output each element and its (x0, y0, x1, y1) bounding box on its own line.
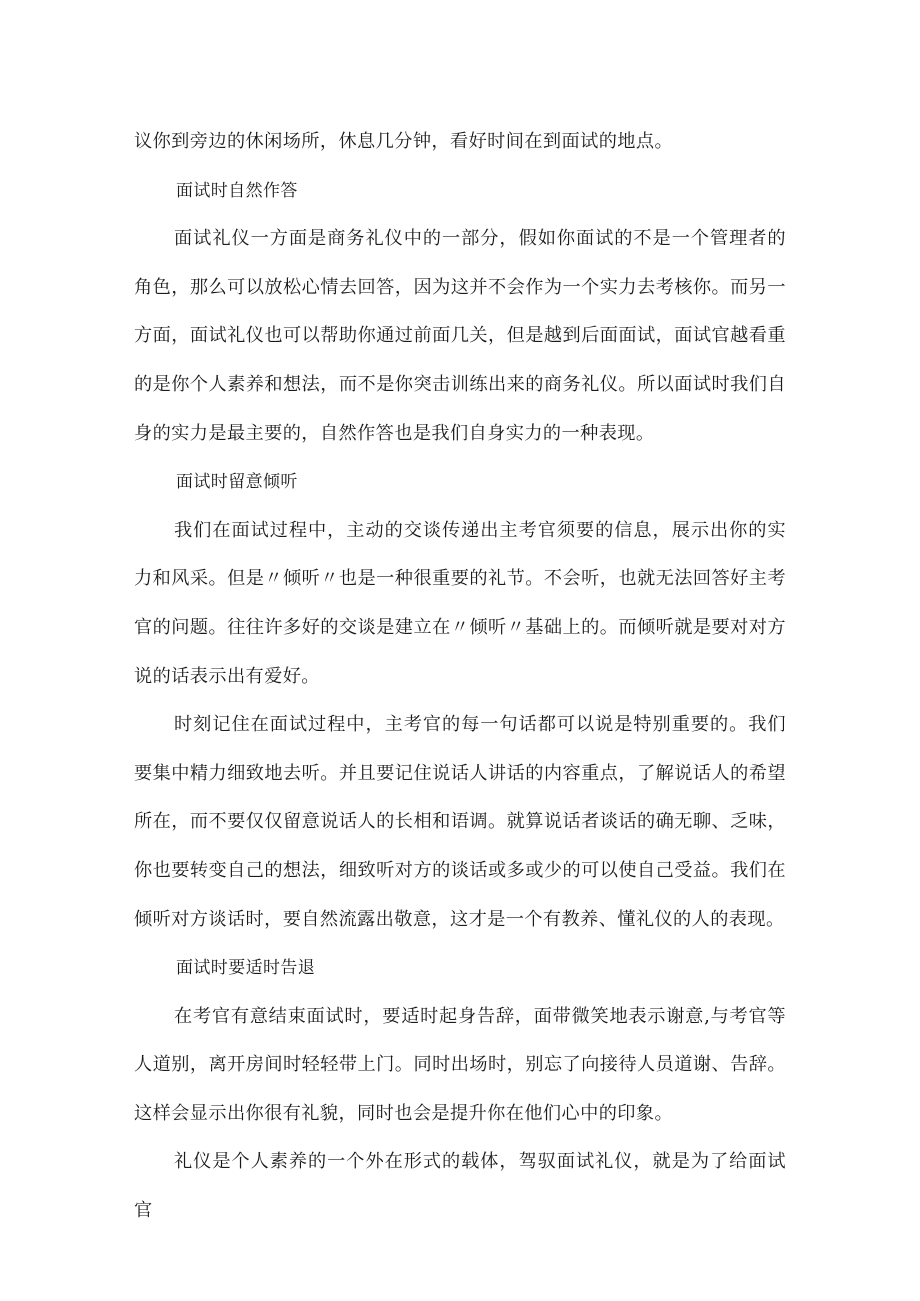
document-body (134, 118, 786, 1236)
paragraph: 我们在面试过程中，主动的交谈传递出主考官须要的信息，展示出你的实力和风采。但是〃倾听〃也是一种很重要的礼节。不会听，也就无法回答好主考官的问题。往往许多好的交谈是建立在〃倾听〃基础上的。而倾听就是要对对方说的话表示出有爱好。 (134, 519, 786, 687)
paragraph: 面试礼仪一方面是商务礼仪中的一部分，假如你面试的不是一个管理者的角色，那么可以放松心情去回答，因为这并不会作为一个实力去考核你。而另一方面，面试礼仪也可以帮助你通过前面几关，但是越到后面面试，面试官越看重的是你个人素养和想法，而不是你突击训练出来的商务礼仪。所以面试时我们自身的实力是最主要的，自然作答也是我们自身实力的一种表现。 (134, 228, 786, 444)
paragraph: 时刻记住在面试过程中，主考官的每一句话都可以说是特别重要的。我们要集中精力细致地去听。并且要记住说话人讲话的内容重点，了解说话人的希望所在，而不要仅仅留意说话人的长相和语调。就算说话者谈话的确无聊、乏味，你也要转变自己的想法，细致听对方的谈话或多或少的可以使自己受益。我们在倾听对方谈话时，要自然流露出敬意，这才是一个有教养、懂礼仪的人的表现。 (134, 714, 786, 930)
section-heading-leave-timely: 面试时要适时告退 (176, 958, 316, 979)
section-heading-natural-answer: 面试时自然作答 (176, 180, 298, 201)
paragraph-continuation: 议你到旁边的休闲场所，休息几分钟，看好时间在到面试的地点。 (134, 131, 674, 152)
section-heading-listening: 面试时留意倾听 (176, 472, 298, 493)
paragraph: 礼仪是个人素养的一个外在形式的载体，驾驭面试礼仪，就是为了给面试官 (134, 1151, 786, 1222)
paragraph: 在考官有意结束面试时，要适时起身告辞，面带微笑地表示谢意,与考官等人道别，离开房间时轻轻带上门。同时出场时，别忘了向接待人员道谢、告辞。这样会显示出你很有礼貌，同时也会是提升你在他们心中的印象。 (134, 1005, 786, 1124)
